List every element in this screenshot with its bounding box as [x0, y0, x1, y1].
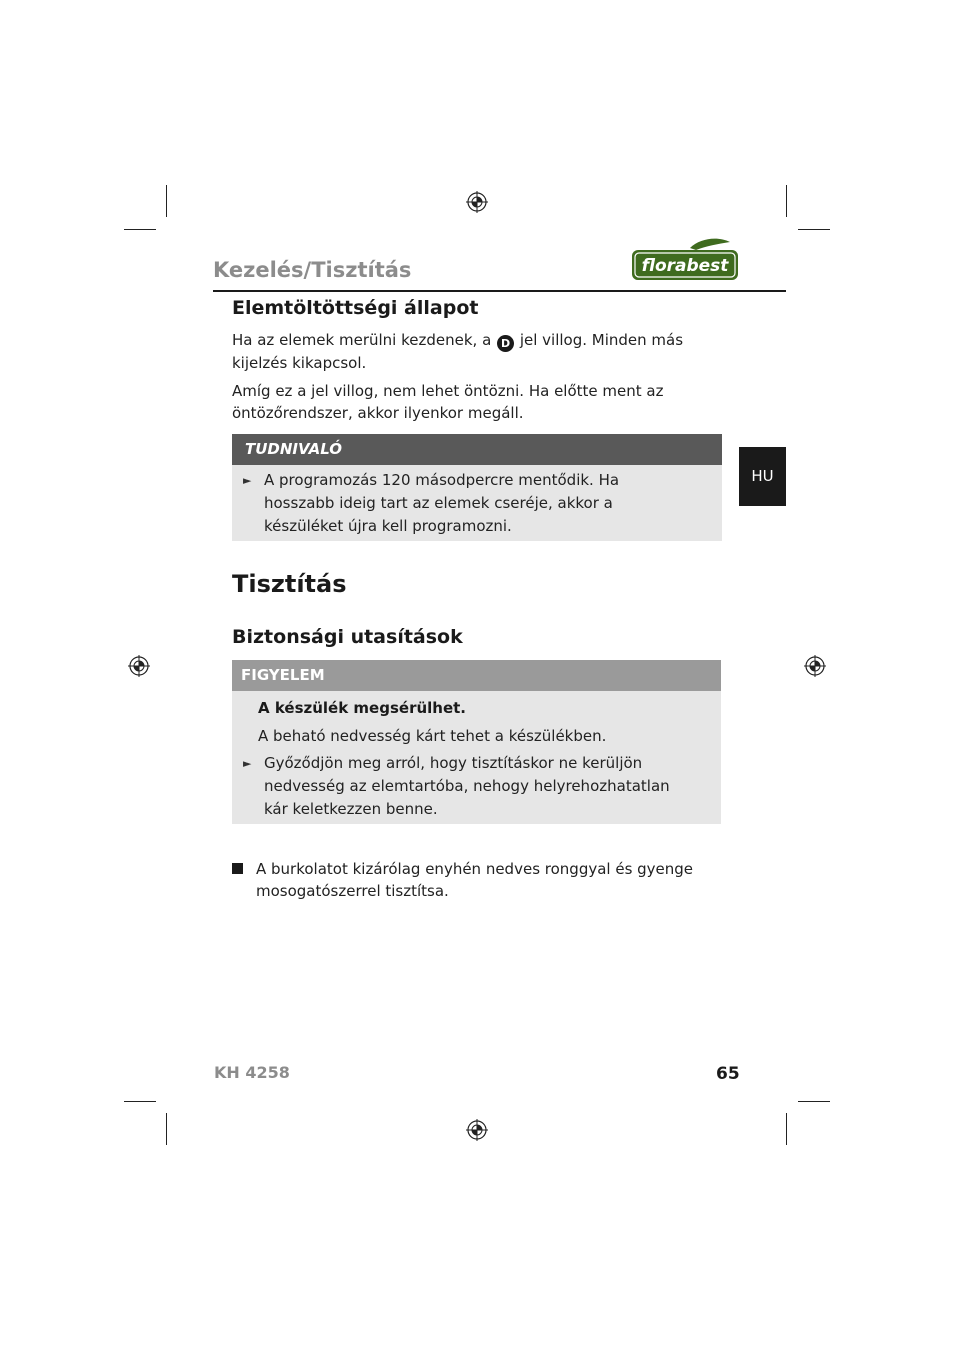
battery-paragraph-2: Amíg ez a jel villog, nem lehet öntözni. Ha előtte ment az öntözőrendszer, akkor ilyenkor megáll.: [232, 382, 664, 422]
instruction-text: A burkolatot kizárólag enyhén nedves ronggyal és gyenge mosogatószerrel tisztítsa.: [256, 860, 694, 900]
cleaning-title: Tisztítás: [232, 570, 347, 598]
note-title: TUDNIVALÓ: [232, 434, 722, 465]
caution-box: [232, 660, 721, 824]
arrow-bullet-icon: ►: [243, 757, 252, 770]
note-item-text: A programozás 120 másodpercre mentődik. Ha hosszabb ideig tart az elemek cseréje, akkor a készüléket újra kell programozni.: [264, 471, 620, 535]
svg-text:florabest: florabest: [641, 256, 729, 276]
battery-heading: Elemtöltöttségi állapot: [232, 297, 479, 319]
display-symbol-d-icon: D: [497, 335, 514, 352]
page-header: [213, 256, 786, 292]
crop-mark: [166, 185, 167, 217]
crop-mark: [124, 1101, 156, 1102]
registration-mark-icon: [128, 655, 150, 677]
safety-heading: Biztonsági utasítások: [232, 626, 463, 648]
crop-mark: [798, 1101, 830, 1102]
caution-item: [243, 752, 697, 821]
crop-mark: [786, 185, 787, 217]
registration-mark-icon: [466, 191, 488, 213]
registration-mark-icon: [804, 655, 826, 677]
note-box: [232, 434, 722, 541]
section-title: Kezelés/Tisztítás: [213, 258, 412, 282]
note-item: [243, 469, 692, 538]
caution-subtitle: A készülék megsérülhet.: [258, 699, 467, 717]
crop-mark: [124, 229, 156, 230]
registration-mark-icon: [466, 1119, 488, 1141]
language-tab: HU: [739, 447, 786, 506]
crop-mark: [166, 1113, 167, 1145]
model-number: KH 4258: [214, 1063, 290, 1082]
battery-paragraph-1: [232, 329, 727, 374]
caution-title: FIGYELEM: [232, 660, 721, 691]
battery-text-after: jel villog. Minden más kijelzés kikapcsol.: [232, 331, 684, 372]
florabest-logo: [630, 238, 740, 282]
caution-text: A beható nedvesség kárt tehet a készülékben.: [258, 727, 607, 745]
battery-text-before: Ha az elemek merülni kezdenek, a: [232, 331, 492, 349]
crop-mark: [798, 229, 830, 230]
arrow-bullet-icon: ►: [243, 474, 252, 487]
page-number: 65: [716, 1064, 740, 1084]
caution-item-text: Győződjön meg arról, hogy tisztításkor ne kerüljön nedvesség az elemtartóba, nehogy helyrehozhatatlan kár keletkezzen benne.: [264, 754, 670, 818]
square-bullet-icon: [232, 863, 243, 874]
crop-mark: [786, 1113, 787, 1145]
